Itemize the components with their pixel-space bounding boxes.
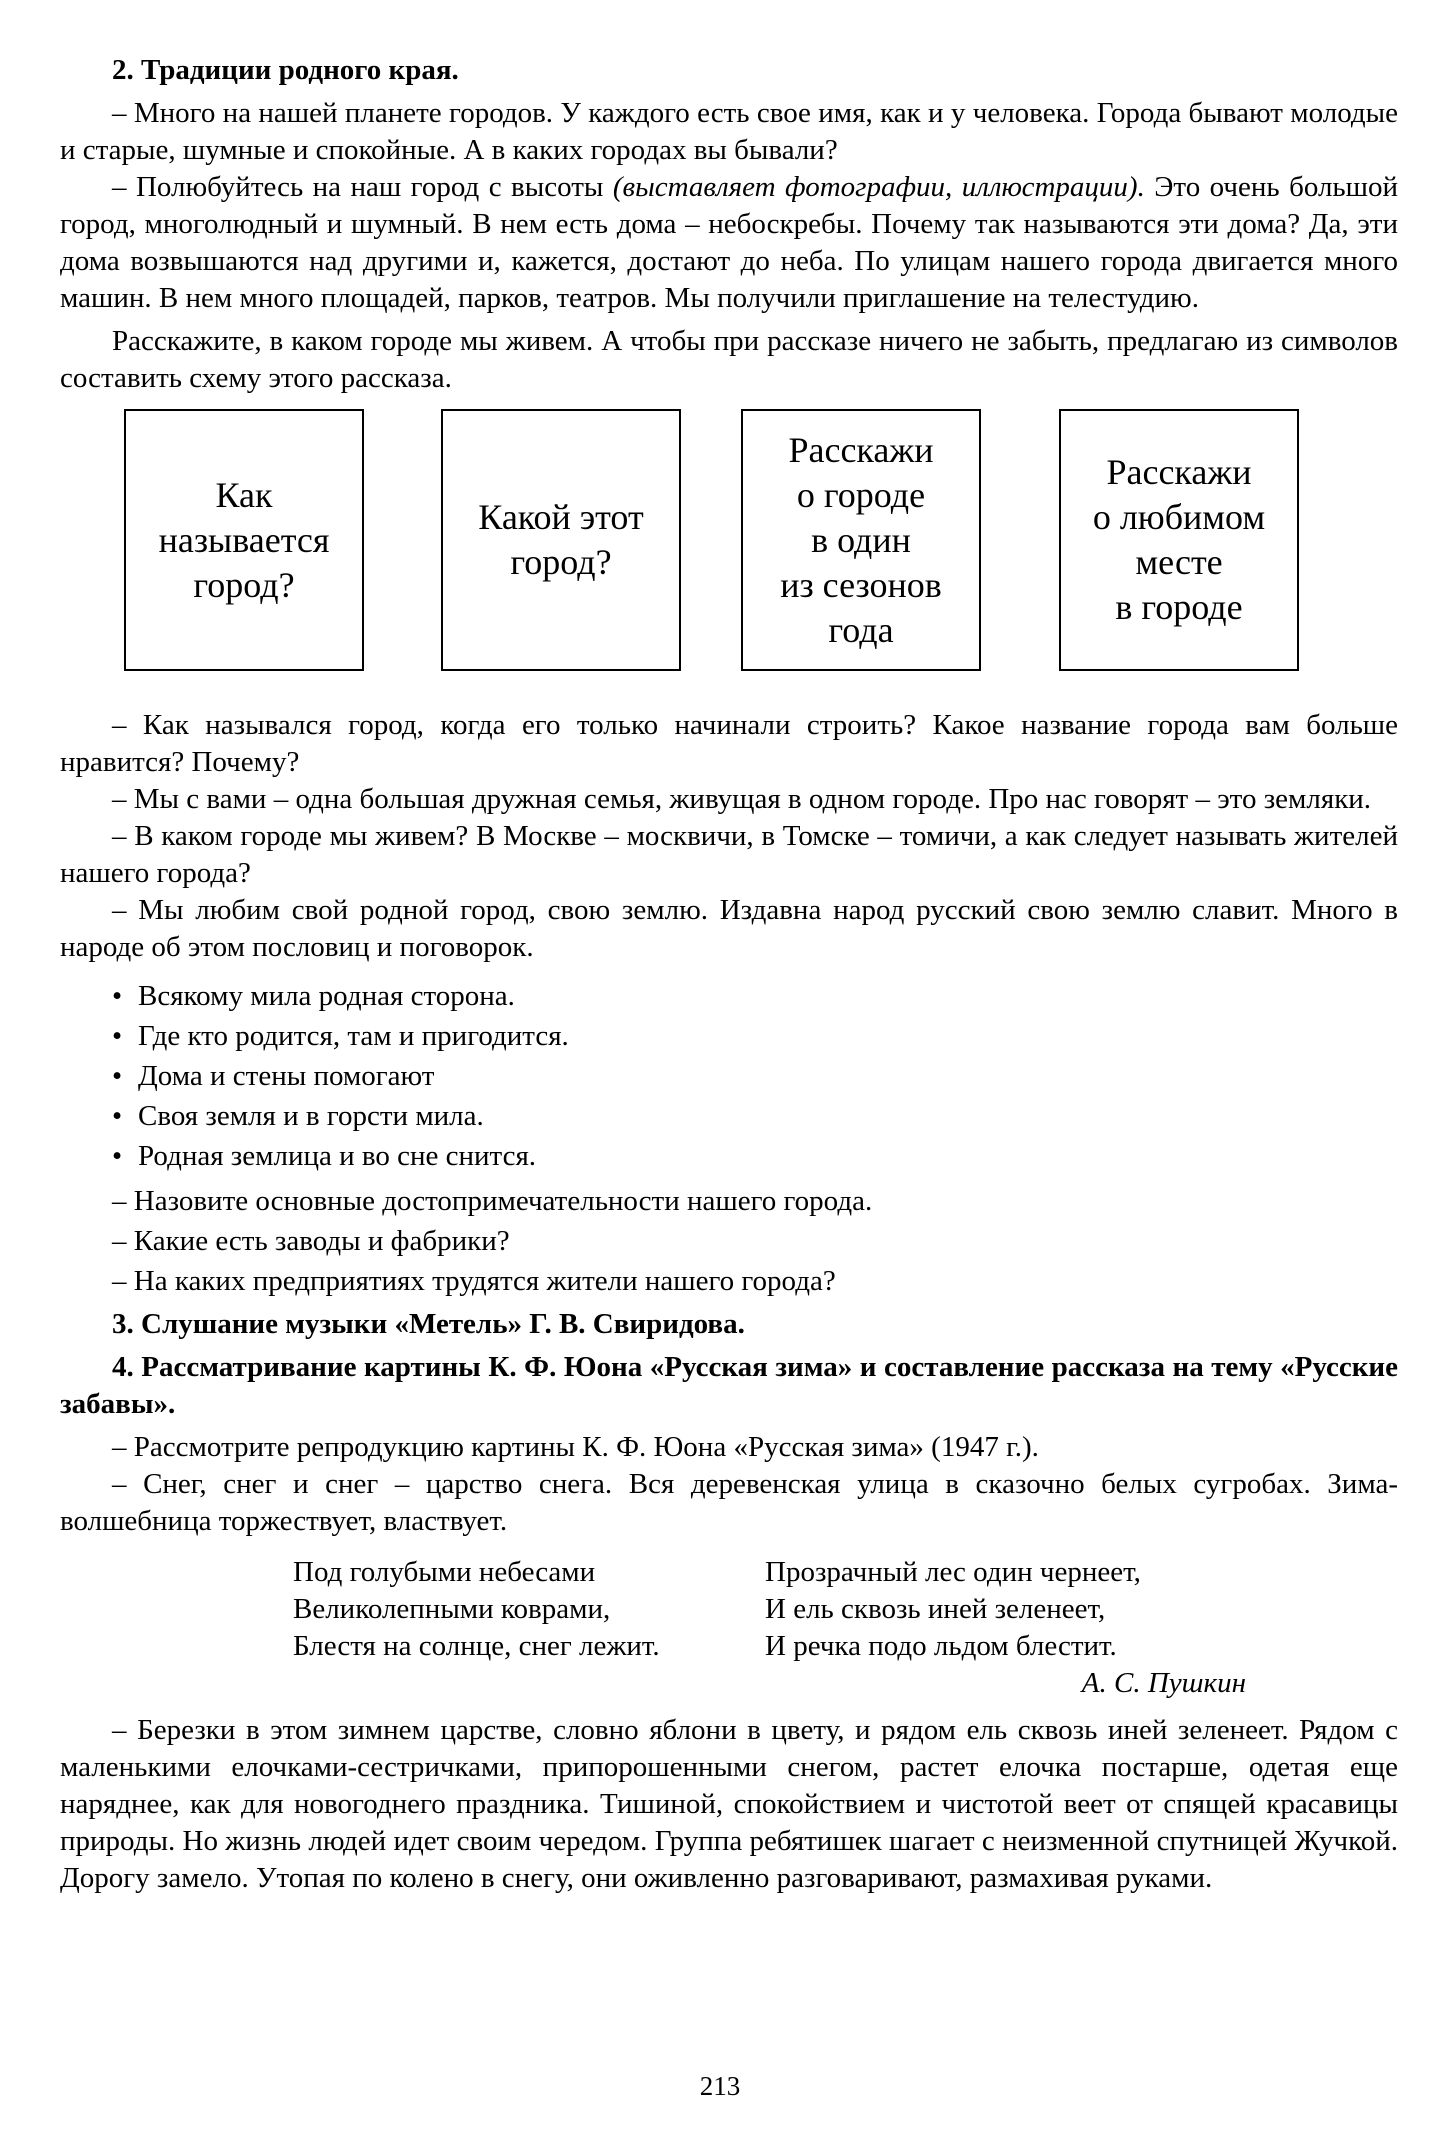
scheme-box-city-name-text: Как называется город?: [158, 474, 330, 605]
paragraph-birches: – Березки в этом зимнем царстве, словно яблони в цвету, и рядом ель сквозь иней зеленеет. Рядом с маленькими елочками-сестричками, припорошенными снегом, растет елочка постарше, одетая еще наряднее, как для новогоднего праздника. Тишиной, спокойствием и чистотой веет от спящей красавицы природы. Но жизнь людей идет своим чередом. Группа ребятишек шагает с неизменной спутницей Жучкой. Дорогу замело. Утопая по колено в снегу, они оживленно разговаривают, размахивая руками.: [60, 1714, 1398, 1894]
proverb-item: • Своя земля и в горсти мила.: [112, 1098, 1398, 1135]
scheme-box-favorite-place: [1059, 409, 1299, 671]
poem: [293, 1554, 1398, 1665]
stage-direction: (выставляет фотографии, иллюстрации).: [612, 171, 1145, 203]
section-3-heading: 3. Слушание музыки «Метель» Г. В. Свиридова.: [112, 1308, 745, 1340]
scheme-box-city-name: [124, 409, 364, 671]
story-scheme: [60, 409, 1398, 679]
proverb-item: • Всякому мила родная сторона.: [112, 978, 1398, 1015]
paragraph-our-city: [60, 169, 1398, 317]
section-4-heading: 4. Рассматривание картины К. Ф. Юона «Русская зима» и составление рассказа на тему «Русские забавы».: [60, 1351, 1398, 1420]
dialog-question-2: – Мы с вами – одна большая дружная семья, живущая в одном городе. Про нас говорят – это земляки.: [112, 783, 1372, 815]
poem-line: И речка подо льдом блестит.: [765, 1630, 1117, 1662]
paragraph-our-city-end: Это очень большой город, многолюдный и шумный. В нем есть дома – небоскребы. Почему так называются эти дома? Да, эти дома возвышаются над другими и, кажется, достают до неба. По улицам нашего города двигается много машин. В нем много площадей, парков, театров. Мы получили приглашение на телестудию.: [60, 171, 1398, 314]
proverb-item: • Где кто родится, там и пригодится.: [112, 1018, 1398, 1055]
dialog-question-1: – Как назывался город, когда его только начинали строить? Какое название города вам больше нравится? Почему?: [60, 709, 1398, 778]
paragraph-painting: – Рассмотрите репродукцию картины К. Ф. Юона «Русская зима» (1947 г.).: [112, 1431, 1039, 1463]
poem-right-column: [765, 1554, 1237, 1665]
scheme-box-what-city: [441, 409, 681, 671]
poem-line: Великолепными коврами,: [293, 1593, 611, 1625]
poem-author: А. С. Пушкин: [1081, 1667, 1246, 1699]
paragraph-snow: – Снег, снег и снег – царство снега. Вся деревенская улица в сказочно белых сугробах. Зима-волшебница торжествует, властвует.: [60, 1468, 1398, 1537]
scheme-box-season: [741, 409, 981, 671]
dialog-question-3: – В каком городе мы живем? В Москве – москвичи, в Томске – томичи, а как следует называть жителей нашего города?: [60, 820, 1398, 889]
question-item: – Назовите основные достопримечательности нашего города.: [112, 1185, 873, 1217]
page-body: [60, 52, 1398, 1897]
question-item: – Какие есть заводы и фабрики?: [112, 1225, 510, 1257]
paragraph-tell-story: Расскажите, в каком городе мы живем. А чтобы при рассказе ничего не забыть, предлагаю из символов составить схему этого рассказа.: [60, 325, 1398, 394]
paragraph-cities: – Много на нашей планете городов. У каждого есть свое имя, как и у человека. Города бывают молодые и старые, шумные и спокойные. А в каких городах вы бывали?: [60, 97, 1398, 166]
scheme-box-favorite-place-text: Расскажи о любимом месте в городе: [1092, 452, 1266, 627]
paragraph-our-city-start: – Полюбуйтесь на наш город с высоты: [112, 171, 613, 203]
proverb-item: • Дома и стены помогают: [112, 1058, 1398, 1095]
poem-line: Прозрачный лес один чернеет,: [765, 1556, 1141, 1588]
poem-line: Под голубыми небесами: [293, 1556, 596, 1588]
poem-line: И ель сквозь иней зеленеет,: [765, 1593, 1106, 1625]
page-number: 213: [699, 2071, 741, 2101]
scheme-box-what-city-text: Какой этот город?: [478, 497, 644, 582]
dialog-question-4: – Мы любим свой родной город, свою землю. Издавна народ русский свою землю славит. Много в народе об этом пословиц и поговорок.: [60, 894, 1398, 963]
questions-list: [60, 1183, 1398, 1300]
poem-line: Блестя на солнце, снег лежит.: [293, 1630, 660, 1662]
proverb-item: • Родная землица и во сне снится.: [112, 1138, 1398, 1175]
section-2-heading: 2. Традиции родного края.: [112, 54, 459, 86]
question-item: – На каких предприятиях трудятся жители нашего города?: [112, 1265, 836, 1297]
proverbs-list: [60, 978, 1398, 1175]
scheme-box-season-text: Расскажи о городе в один из сезонов года: [780, 429, 942, 650]
poem-left-column: [293, 1554, 765, 1665]
